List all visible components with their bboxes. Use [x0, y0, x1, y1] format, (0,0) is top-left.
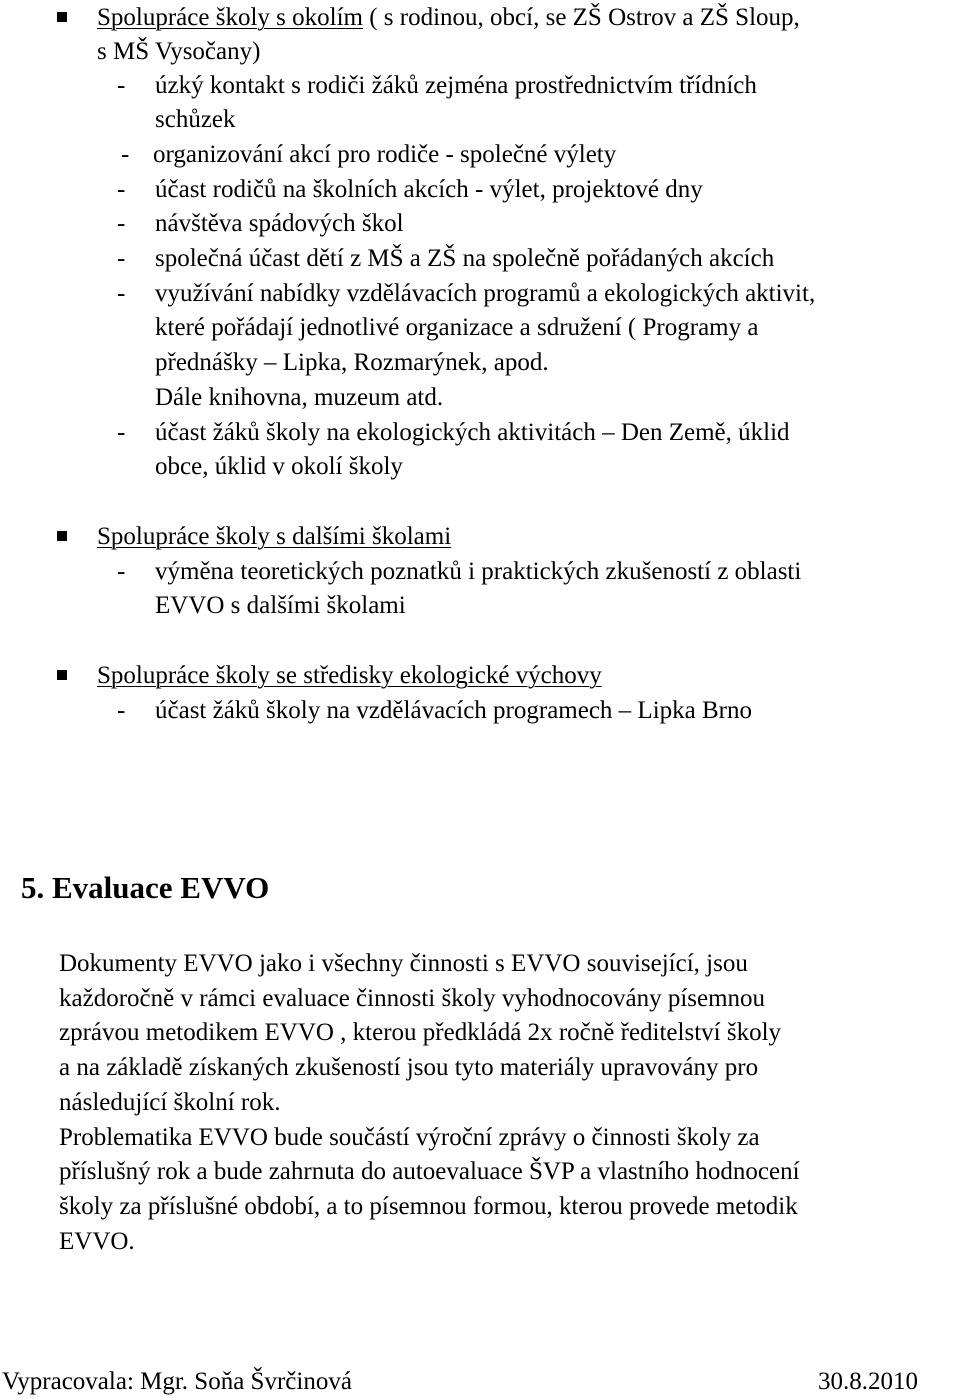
section-title-line2: s MŠ Vysočany) [97, 38, 261, 65]
list-item-line: Dále knihovna, muzeum atd. [155, 384, 444, 411]
dash-marker: - [117, 558, 126, 585]
paragraph-line: školy za příslušné období, a to písemnou formou, kterou provede metodik [59, 1193, 798, 1220]
bullet-square-icon [57, 12, 67, 22]
list-item-line: úzký kontakt s rodiči žáků zejména prostřednictvím třídních [155, 72, 757, 99]
list-item-line: výměna teoretických poznatků i praktických zkušeností z oblasti [155, 558, 802, 585]
list-item-line: schůzek [155, 106, 236, 133]
footer-date: 30.8.2010 [818, 1368, 918, 1395]
dash-marker: - [117, 245, 126, 272]
list-item-line: organizování akcí pro rodiče - společné výlety [153, 141, 617, 168]
bullet-square-icon [57, 531, 67, 541]
section-title-line [97, 522, 451, 552]
section-title: Spolupráce školy s okolím [97, 4, 363, 31]
paragraph-line: a na základě získaných zkušeností jsou tyto materiály upravovány pro [59, 1054, 759, 1081]
dash-marker: - [117, 210, 126, 237]
section-title-line [97, 3, 800, 33]
bullet-square-icon [57, 670, 67, 680]
dash-marker: - [117, 72, 126, 99]
footer-author: Vypracovala: Mgr. Soňa Švrčinová [2, 1368, 352, 1395]
dash-marker: - [117, 697, 126, 724]
list-item-line: přednášky – Lipka, Rozmarýnek, apod. [155, 349, 549, 376]
paragraph-line: příslušný rok a bude zahrnuta do autoevaluace ŠVP a vlastního hodnocení [59, 1158, 800, 1185]
dash-marker: - [117, 176, 126, 203]
list-item-line: účast žáků školy na vzdělávacích programech – Lipka Brno [155, 697, 752, 724]
paragraph-line: Problematika EVVO bude součástí výroční zprávy o činnosti školy za [59, 1124, 760, 1151]
paragraph-line: zprávou metodikem EVVO , kterou předkládá 2x ročně ředitelství školy [59, 1019, 782, 1046]
paragraph-line: EVVO. [59, 1228, 135, 1255]
list-item-line: které pořádají jednotlivé organizace a sdružení ( Programy a [155, 314, 759, 341]
list-item-line: návštěva spádových škol [155, 210, 404, 237]
list-item-line: EVVO s dalšími školami [155, 592, 406, 619]
list-item-line: využívání nabídky vzdělávacích programů a ekologických aktivit, [155, 280, 816, 307]
paragraph-line: každoročně v rámci evaluace činnosti školy vyhodnocovány písemnou [59, 985, 766, 1012]
section-title: Spolupráce školy s dalšími školami [97, 523, 452, 550]
section-heading: 5. Evaluace EVVO [21, 870, 270, 905]
dash-marker: - [121, 141, 130, 168]
paragraph-line: následující školní rok. [59, 1089, 281, 1116]
paragraph-line: Dokumenty EVVO jako i všechny činnosti s EVVO související, jsou [59, 950, 748, 977]
dash-marker: - [117, 419, 126, 446]
section-title-rest: ( s rodinou, obcí, se ZŠ Ostrov a ZŠ Sloup, [362, 4, 800, 31]
list-item-line: účast rodičů na školních akcích - výlet, projektové dny [155, 176, 703, 203]
list-item-line: společná účast dětí z MŠ a ZŠ na společně pořádaných akcích [155, 245, 775, 272]
list-item-line: obce, úklid v okolí školy [155, 453, 403, 480]
section-title: Spolupráce školy se středisky ekologické výchovy [97, 662, 602, 689]
section-title-line [97, 661, 602, 691]
list-item-line: účast žáků školy na ekologických aktivitách – Den Země, úklid [155, 419, 790, 446]
dash-marker: - [117, 280, 126, 307]
